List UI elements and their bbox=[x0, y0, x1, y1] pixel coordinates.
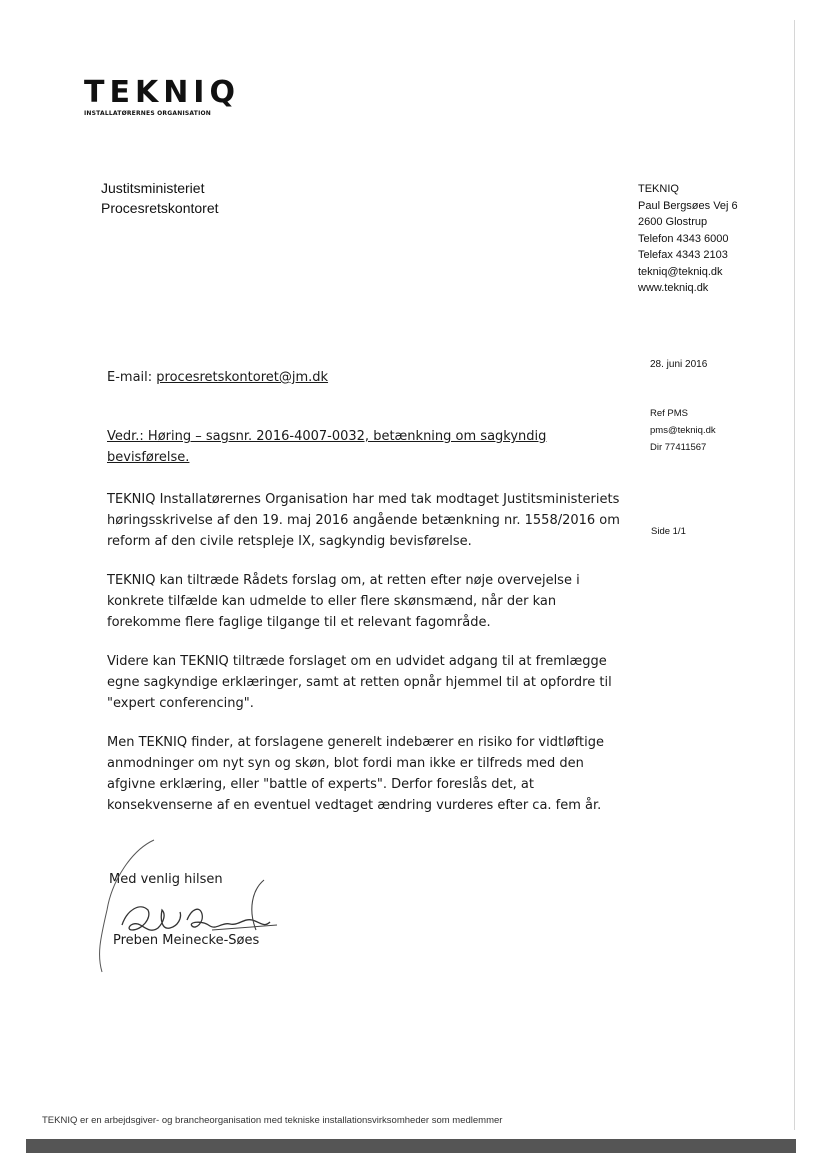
sender-street: Paul Bergsøes Vej 6 bbox=[638, 199, 738, 212]
sender-city: 2600 Glostrup bbox=[638, 216, 708, 228]
body-paragraph-4: Men TEKNIQ finder, at forslagene generelt indebærer en risiko for vidtløftige anmodninger om nyt syn og skøn, blot fordi man ikke er tilfreds med den afgivne erklæring, eller "battle of experts". Derfor foreslås det, at konsekvenserne af en eventuel vedtaget ændring vurderes efter ca. fem år. bbox=[107, 735, 604, 813]
logo-wordmark: TEKNIQ bbox=[84, 75, 240, 110]
page-edge-line bbox=[794, 20, 795, 1130]
reference-direct-phone: Dir 77411567 bbox=[650, 442, 707, 453]
footer-bar bbox=[26, 1139, 796, 1153]
handwritten-signature bbox=[92, 830, 292, 980]
recipient-line-1: Justitsministeriet bbox=[101, 180, 205, 196]
sender-fax: Telefax 4343 2103 bbox=[638, 249, 728, 261]
recipient-line-2: Procesretskontoret bbox=[101, 200, 219, 216]
reference-block bbox=[650, 405, 716, 456]
sender-email: tekniq@tekniq.dk bbox=[638, 265, 723, 278]
page-number: Side 1/1 bbox=[651, 526, 686, 537]
recipient-address bbox=[101, 178, 219, 218]
body-paragraph-2: TEKNIQ kan tiltræde Rådets forslag om, at retten efter nøje overvejelse i konkrete tilfælde kan udmelde to eller flere skønsmænd, når der kan forekomme flere faglige tilgange til et relevant fagområde. bbox=[107, 573, 580, 630]
signer-name: Preben Meinecke-Søes bbox=[113, 933, 260, 948]
closing-salutation: Med venlig hilsen bbox=[109, 872, 223, 887]
footer-text: TEKNIQ er en arbejdsgiver- og brancheorganisation med tekniske installationsvirksomheder som medlemmer bbox=[42, 1115, 503, 1126]
letter-date: 28. juni 2016 bbox=[650, 359, 708, 370]
sender-phone: Telefon 4343 6000 bbox=[638, 232, 729, 245]
logo-tagline: INSTALLATØRERNES ORGANISATION bbox=[84, 110, 212, 117]
letter-body bbox=[107, 489, 625, 834]
reference-email: pms@tekniq.dk bbox=[650, 425, 716, 436]
subject-line: Vedr.: Høring – sagsnr. 2016-4007-0032, betænkning om sagkyndig bevisførelse. bbox=[107, 429, 547, 465]
sender-address bbox=[638, 181, 738, 297]
reference-initials: Ref PMS bbox=[650, 408, 689, 419]
sender-name: TEKNIQ bbox=[638, 183, 679, 195]
sender-web: www.tekniq.dk bbox=[638, 282, 709, 294]
recipient-email-line bbox=[107, 370, 328, 385]
email-label: E-mail: bbox=[107, 370, 153, 385]
recipient-email-link[interactable]: procesretskontoret@jm.dk bbox=[156, 370, 329, 385]
tekniq-logo bbox=[84, 75, 240, 117]
body-paragraph-1: TEKNIQ Installatørernes Organisation har med tak modtaget Justitsministeriets høringsskrivelse af den 19. maj 2016 angående betænkning nr. 1558/2016 om reform af den civile retspleje IX, sagkyndig bevisførelse. bbox=[107, 492, 620, 549]
body-paragraph-3: Videre kan TEKNIQ tiltræde forslaget om en udvidet adgang til at fremlægge egne sagkyndige erklæringer, samt at retten opnår hjemmel til at opfordre til "expert conferencing". bbox=[107, 654, 612, 711]
